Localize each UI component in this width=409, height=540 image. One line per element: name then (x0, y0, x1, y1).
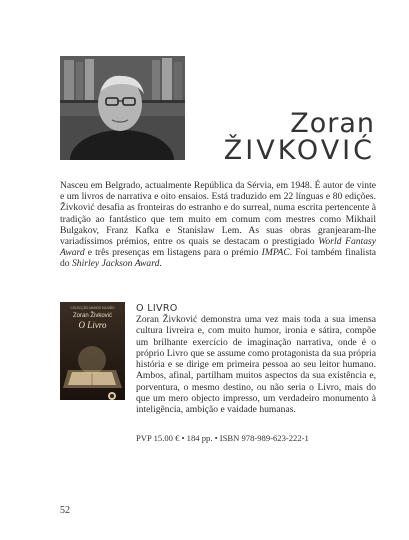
author-photo (60, 56, 185, 160)
cover-illustration (60, 330, 125, 400)
page-number: 52 (60, 505, 70, 516)
author-first-name: Zoran (290, 108, 375, 139)
section-title: O LIVRO (136, 303, 178, 314)
author-portrait-illustration (60, 56, 185, 160)
book-cover (60, 302, 125, 400)
cover-author: Zoran Živković (72, 313, 112, 319)
bio-text: . (159, 258, 162, 270)
award-name: World Fantasy Award (60, 236, 376, 259)
cover-series: COLECÇÃO MUNDO NA MÃO (70, 306, 115, 310)
bio-text: e três presenças em listagens para o prémio (84, 247, 262, 259)
award-name: IMPAC (261, 247, 290, 259)
bio-text: Nasceu em Belgrado, actualmente República da Sérvia, em 1948. É autor de vinte e um livros de narrativa e oito ensaios. Está traduzido em 22 línguas e 80 edições. Živković desafia as fronteiras do estranho e do surreal, numa escrita pertencente à tradição ao fantástico que tem muito em comum com mestres como Mikhail Bulgakov, Franz Kafka e Stanislaw Lem. As suas obras granjearam-lhe variadíssimos prémios, entre os quais se destacam o prestigiado (60, 180, 376, 248)
author-last-name: ŽIVKOVIĆ (223, 135, 375, 166)
cover-title: O Livro (78, 320, 107, 330)
price-info: PVP 15.00 € • 184 pp. • ISBN 978-989-623-222-1 (136, 433, 309, 443)
award-name: Shirley Jackson Award (72, 258, 160, 270)
author-bio (60, 180, 376, 270)
bio-text: . Foi também finalista do (60, 247, 376, 270)
book-synopsis: Zoran Živković demonstra uma vez mais toda a sua imensa cultura livreira e, com muito humor, ironia e sátira, compõe um brilhante exercício de imaginação narrativa, onde é o próprio Livro que se assume como protagonista da sua própria história e se dirige em primeira pessoa ao seu leitor humano. Ambos, afinal, partilham muitos aspectos da sua existência e, porventura, o mesmo destino, ou não seria o Livro, mais do que um mero objecto impresso, um verdadeiro monumento à inteligência, ambição e vaidade humanas. (136, 314, 376, 416)
